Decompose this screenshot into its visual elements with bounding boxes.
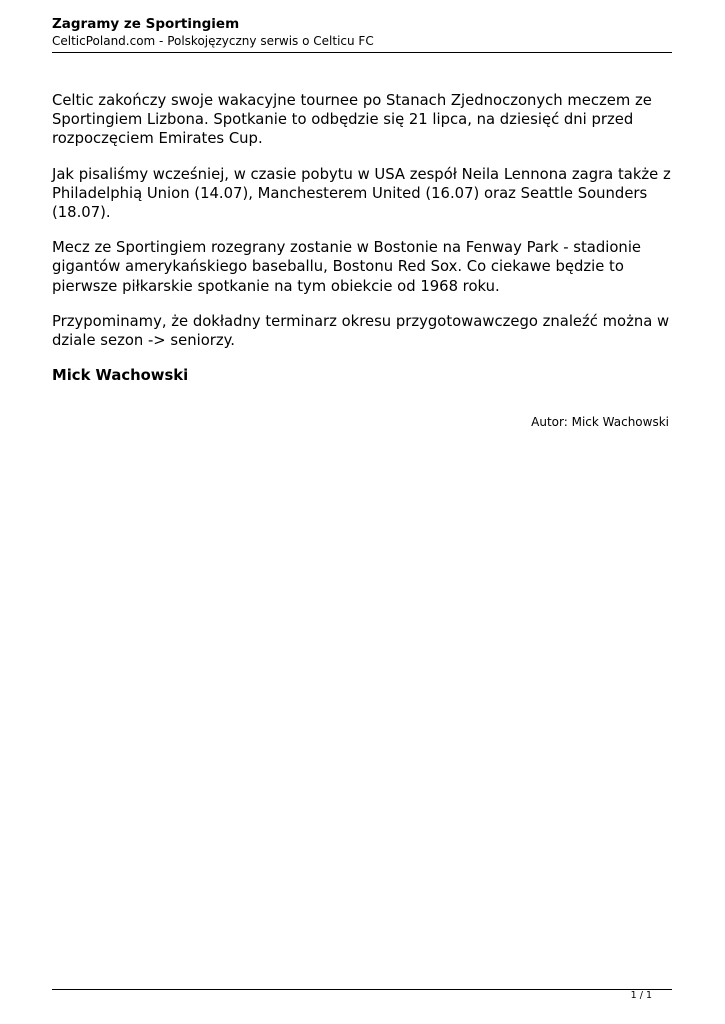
header-divider xyxy=(52,52,672,53)
document-title: Zagramy ze Sportingiem xyxy=(52,16,240,32)
article-paragraph-4: Przypominamy, że dokładny terminarz okresu przygotowawczego znaleźć można w dziale sezon -> seniorzy. xyxy=(52,312,670,350)
article-body xyxy=(52,91,672,385)
article-paragraph-2: Jak pisaliśmy wcześniej, w czasie pobytu w USA zespół Neila Lennona zagra także z Philadelphią Union (14.07), Manchesterem United (16.07) oraz Seattle Sounders (18.07). xyxy=(52,165,671,222)
author-credit: Autor: Mick Wachowski xyxy=(531,415,669,429)
page-number: 1 / 1 xyxy=(630,990,652,1001)
footer-divider xyxy=(52,989,672,990)
document-header xyxy=(52,16,672,49)
site-subtitle: CelticPoland.com - Polskojęzyczny serwis o Celticu FC xyxy=(52,34,374,48)
article-paragraph-3: Mecz ze Sportingiem rozegrany zostanie w Bostonie na Fenway Park - stadionie gigantów amerykańskiego baseballu, Bostonu Red Sox. Co ciekawe będzie to pierwsze piłkarskie spotkanie na tym obiekcie od 1968 roku. xyxy=(52,239,642,295)
article-paragraph-1: Celtic zakończy swoje wakacyjne tournee po Stanach Zjednoczonych meczem ze Sportingiem Lizbona. Spotkanie to odbędzie się 21 lipca, na dziesięć dni przed rozpoczęciem Emirates Cup. xyxy=(52,92,652,148)
article-signature: Mick Wachowski xyxy=(52,367,189,385)
